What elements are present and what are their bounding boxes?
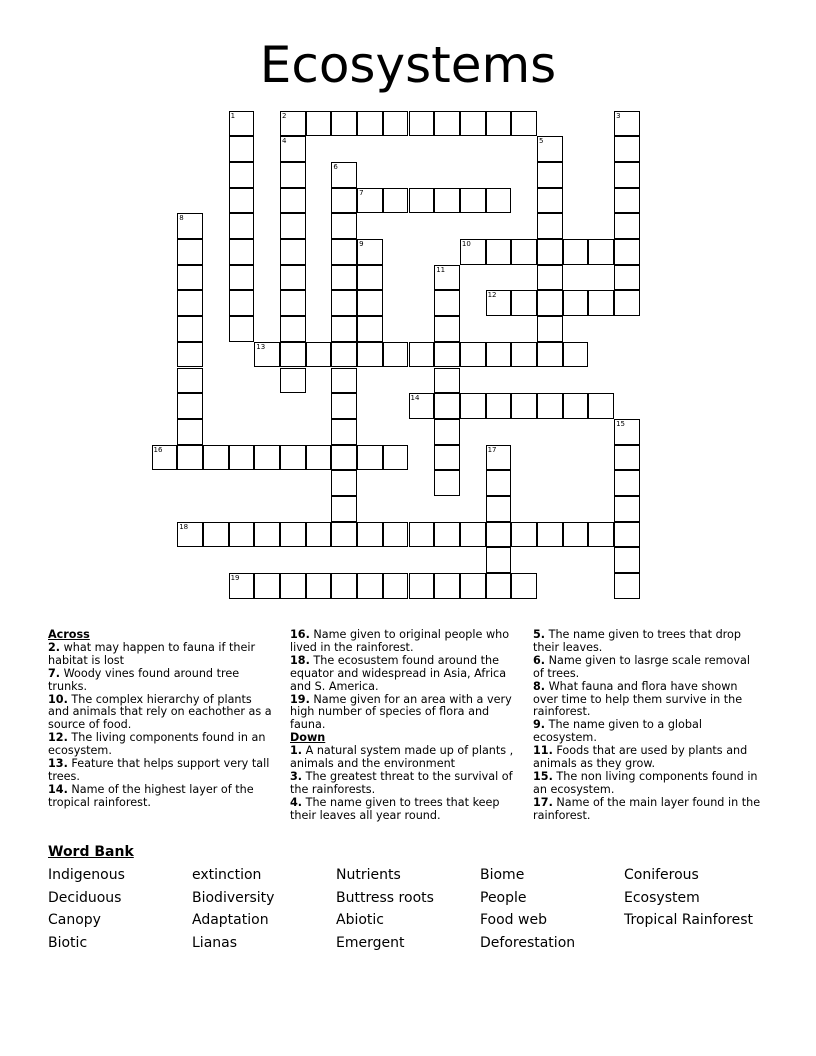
clue-item-text: what may happen to fauna if their habitat is lost [48,640,256,667]
grid-cell[interactable] [177,445,203,471]
clue-number: 15 [616,419,626,428]
grid-cell[interactable] [486,393,512,419]
word-bank-item: Coniferous [624,867,699,883]
clue-item-text: The name given to trees that keep their leaves all year round. [290,795,500,822]
grid-cell[interactable] [280,522,306,548]
grid-cell[interactable] [614,213,640,239]
grid-cell[interactable] [434,368,460,394]
word-bank-item: Deforestation [480,935,576,952]
grid-cell[interactable] [357,316,383,342]
grid-cell[interactable] [537,393,563,419]
clue-heading: Down [290,731,326,745]
clue-number: 11 [436,265,446,274]
grid-cell[interactable] [229,162,255,188]
grid-cell[interactable] [614,522,640,548]
grid-cell[interactable] [460,188,486,214]
grid-cell[interactable] [229,111,255,137]
grid-cell[interactable] [357,290,383,316]
grid-cell[interactable] [331,419,357,445]
clue-number: 16 [153,445,163,454]
grid-cell[interactable] [434,445,460,471]
grid-cell[interactable] [331,368,357,394]
word-bank-item: Indigenous [48,867,125,883]
grid-cell[interactable] [614,419,640,445]
grid-cell[interactable] [614,265,640,291]
grid-cell[interactable] [331,496,357,522]
clue-number: 9 [359,240,364,248]
clue-item-number: 12. [48,731,68,745]
clue-item-number: 16. [290,628,310,641]
clue-item-number: 9. [533,718,546,732]
grid-cell[interactable] [460,239,486,265]
grid-cell[interactable] [306,522,332,548]
grid-cell[interactable] [486,547,512,573]
grid-cell[interactable] [614,290,640,316]
grid-cell[interactable] [331,162,357,188]
clue-number: 10 [461,240,471,248]
clue-item-number: 8. [533,679,546,693]
grid-cell[interactable] [460,522,486,548]
grid-cell[interactable] [460,393,486,419]
grid-cell[interactable] [177,265,203,291]
grid-cell[interactable] [409,188,435,214]
grid-cell[interactable] [434,316,460,342]
grid-cell[interactable] [563,342,589,368]
clue-item-text: Foods that are used by plants and animals as they grow. [533,744,748,771]
grid-cell[interactable] [434,522,460,548]
grid-cell[interactable] [280,290,306,316]
word-bank-item: Biotic [48,935,88,952]
clue-item [533,745,761,771]
grid-cell[interactable] [434,470,460,496]
word-bank-item: Tropical Rainforest [624,912,754,929]
clue-heading: Across [48,628,90,641]
grid-cell[interactable] [383,342,409,368]
grid-cell[interactable] [383,573,409,599]
grid-cell[interactable] [280,188,306,214]
grid-cell[interactable] [511,573,537,599]
grid-cell[interactable] [280,111,306,137]
grid-cell[interactable] [614,136,640,162]
grid-cell[interactable] [331,111,357,137]
word-bank-item: extinction [192,867,262,883]
grid-cell[interactable] [280,445,306,471]
grid-cell[interactable] [486,522,512,548]
grid-cell[interactable] [306,445,332,471]
grid-cell[interactable] [563,239,589,265]
clue-number: 18 [179,522,189,531]
grid-cell[interactable] [614,111,640,137]
clue-number: 1 [230,111,236,120]
grid-cell[interactable] [331,342,357,368]
grid-cell[interactable] [614,162,640,188]
grid-cell[interactable] [614,573,640,599]
grid-cell[interactable] [434,290,460,316]
grid-cell[interactable] [614,470,640,496]
word-bank-item: People [480,889,527,906]
word-bank-item: Biodiversity [192,889,275,906]
grid-cell[interactable] [357,445,383,471]
grid-cell[interactable] [177,342,203,368]
grid-cell[interactable] [460,111,486,137]
grid-cell[interactable] [280,136,306,162]
clue-item [290,797,518,823]
grid-cell[interactable] [254,573,280,599]
word-bank-item: Ecosystem [624,889,700,906]
grid-cell[interactable] [409,111,435,137]
grid-cell[interactable] [357,342,383,368]
grid-cell[interactable] [280,213,306,239]
grid-cell[interactable] [306,111,332,137]
clue-item [533,797,761,823]
word-bank-item: Canopy [48,912,101,929]
clue-item-text: Name given for an area with a very high number of species of flora and fauna. [290,692,512,732]
grid-cell[interactable] [614,239,640,265]
grid-cell[interactable] [229,136,255,162]
clue-item [290,655,518,694]
grid-cell[interactable] [588,239,614,265]
grid-cell[interactable] [486,188,512,214]
page-title: Ecosystems [259,36,557,94]
grid-cell[interactable] [280,342,306,368]
grid-cell[interactable] [537,316,563,342]
word-bank-item: Nutrients [336,867,401,883]
clue-number: 5 [539,137,544,146]
grid-cell[interactable] [331,445,357,471]
grid-cell[interactable] [588,522,614,548]
grid-cell[interactable] [383,188,409,214]
clue-item-text: Woody vines found around tree trunks. [48,666,240,693]
word-bank-item: Food web [480,912,547,929]
grid-cell[interactable] [357,265,383,291]
grid-cell[interactable] [331,265,357,291]
grid-cell[interactable] [280,265,306,291]
grid-cell[interactable] [280,239,306,265]
grid-cell[interactable] [434,573,460,599]
grid-cell[interactable] [229,265,255,291]
clue-item-text: Name of the main layer found in the rainforest. [533,795,761,822]
grid-cell[interactable] [434,188,460,214]
clue-number: 17 [487,445,497,454]
grid-cell[interactable] [177,419,203,445]
grid-cell[interactable] [563,290,589,316]
clue-item-text: Feature that helps support very tall trees. [48,757,270,783]
clue-item [533,655,761,681]
clue-number: 12 [487,291,497,300]
grid-cell[interactable] [486,470,512,496]
clue-item [533,719,761,745]
grid-cell[interactable] [306,573,332,599]
grid-cell[interactable] [280,573,306,599]
clue-number: 6 [333,162,338,171]
clue-item-text: The greatest threat to the survival of the rainforests. [290,769,513,796]
clue-column-2 [290,629,518,823]
grid-cell[interactable] [280,162,306,188]
clue-item-number: 11. [533,744,553,758]
grid-cell[interactable] [434,419,460,445]
grid-cell[interactable] [331,316,357,342]
clue-item-number: 2. [48,640,61,654]
grid-cell[interactable] [229,316,255,342]
clue-number: 8 [179,214,184,223]
clue-item [48,732,276,758]
grid-cell[interactable] [203,522,229,548]
clue-item [533,629,761,655]
clue-number: 7 [359,188,364,197]
grid-cell[interactable] [537,239,563,265]
grid-cell[interactable] [434,393,460,419]
word-bank-item: Adaptation [192,912,269,929]
grid-cell[interactable] [511,290,537,316]
clue-item [290,771,518,797]
grid-cell[interactable] [460,342,486,368]
word-bank-item: Emergent [336,935,405,952]
grid-cell[interactable] [331,239,357,265]
grid-cell[interactable] [229,290,255,316]
clue-item-number: 13. [48,757,68,771]
grid-cell[interactable] [177,239,203,265]
grid-cell[interactable] [383,111,409,137]
grid-cell[interactable] [537,136,563,162]
word-bank-item: Biome [480,867,525,883]
grid-cell[interactable] [229,522,255,548]
grid-cell[interactable] [486,445,512,471]
clue-item [533,681,761,720]
clue-item-number: 17. [533,795,553,809]
grid-cell[interactable] [614,445,640,471]
grid-cell[interactable] [254,445,280,471]
grid-cell[interactable] [614,188,640,214]
grid-cell[interactable] [434,342,460,368]
clue-number: 3 [616,111,621,120]
grid-cell[interactable] [331,290,357,316]
clue-item [48,642,276,668]
clue-item-text: The non living components found in an ecosystem. [533,769,758,796]
clue-item-number: 7. [48,666,61,680]
grid-cell[interactable] [357,573,383,599]
grid-cell[interactable] [331,188,357,214]
grid-cell[interactable] [280,368,306,394]
clue-item-text: The living components found in an ecosystem. [48,731,266,758]
grid-cell[interactable] [177,393,203,419]
grid-cell[interactable] [331,470,357,496]
word-bank-item: Deciduous [48,889,122,906]
grid-cell[interactable] [229,573,255,599]
grid-cell[interactable] [486,573,512,599]
clue-item [48,758,276,784]
word-bank-item: Abiotic [336,912,384,929]
grid-cell[interactable] [563,522,589,548]
grid-cell[interactable] [537,162,563,188]
grid-cell[interactable] [331,573,357,599]
grid-cell[interactable] [383,445,409,471]
grid-cell[interactable] [280,316,306,342]
grid-cell[interactable] [614,496,640,522]
grid-cell[interactable] [511,239,537,265]
clue-number: 19 [230,574,240,583]
clue-number: 2 [282,111,287,120]
grid-cell[interactable] [486,342,512,368]
grid-cell[interactable] [152,445,178,471]
word-bank-title: Word Bank [48,844,134,860]
grid-cell[interactable] [331,213,357,239]
clue-item [48,694,276,733]
grid-cell[interactable] [486,239,512,265]
grid-cell[interactable] [537,265,563,291]
clue-item-number: 4. [290,795,303,809]
clue-item [290,629,518,655]
grid-cell[interactable] [177,522,203,548]
clue-item-text: The complex hierarchy of plants and animals that rely on eachother as a source of food. [48,692,272,732]
grid-cell[interactable] [537,188,563,214]
clue-item [290,745,518,771]
clue-item-text: The name given to a global ecosystem. [533,718,702,745]
grid-cell[interactable] [486,290,512,316]
clue-column-3 [533,629,761,823]
grid-cell[interactable] [331,393,357,419]
grid-cell[interactable] [588,393,614,419]
grid-cell[interactable] [460,573,486,599]
grid-cell[interactable] [486,111,512,137]
grid-cell[interactable] [409,573,435,599]
grid-cell[interactable] [614,547,640,573]
grid-cell[interactable] [537,213,563,239]
clue-item-number: 1. [290,744,303,758]
grid-cell[interactable] [563,393,589,419]
grid-cell[interactable] [331,522,357,548]
grid-cell[interactable] [537,522,563,548]
grid-cell[interactable] [588,290,614,316]
word-bank-item: Lianas [192,935,238,952]
grid-cell[interactable] [254,522,280,548]
grid-cell[interactable] [177,290,203,316]
clue-item-text: A natural system made up of plants , animals and the environment [290,744,514,771]
grid-cell[interactable] [409,393,435,419]
clue-item-number: 6. [533,653,546,667]
clue-item-text: Name of the highest layer of the tropical rainforest. [48,782,254,809]
clue-item-text: The name given to trees that drop their leaves. [533,628,741,654]
clue-item-text: The ecosustem found around the equator and widespread in Asia, Africa and S. America. [290,653,507,693]
grid-cell[interactable] [177,316,203,342]
grid-cell[interactable] [229,445,255,471]
clue-item-number: 14. [48,782,68,796]
grid-cell[interactable] [486,496,512,522]
grid-cell[interactable] [511,111,537,137]
clue-item [290,694,518,733]
clue-item-number: 5. [533,628,546,641]
grid-cell[interactable] [177,213,203,239]
grid-cell[interactable] [229,239,255,265]
clue-item [48,668,276,694]
grid-cell[interactable] [229,188,255,214]
clue-item [48,784,276,810]
grid-cell[interactable] [357,111,383,137]
clue-item-text: Name given to original people who lived in the rainforest. [290,628,510,654]
grid-cell[interactable] [511,342,537,368]
clue-item-number: 18. [290,653,310,667]
grid-cell[interactable] [434,111,460,137]
grid-cell[interactable] [254,342,280,368]
grid-cell[interactable] [511,522,537,548]
clue-item-number: 19. [290,692,310,706]
clue-item-text: Name given to lasrge scale removal of trees. [533,653,751,680]
grid-cell[interactable] [357,239,383,265]
clue-column-1 [48,629,276,810]
grid-cell[interactable] [203,445,229,471]
clue-item-number: 10. [48,692,68,706]
grid-cell[interactable] [409,342,435,368]
grid-cell[interactable] [537,342,563,368]
clue-number: 4 [282,137,287,146]
grid-cell[interactable] [306,342,332,368]
grid-cell[interactable] [434,265,460,291]
grid-cell[interactable] [383,522,409,548]
clue-item [533,771,761,797]
clue-number: 13 [256,342,266,351]
clue-item-number: 3. [290,769,303,783]
grid-cell[interactable] [409,522,435,548]
grid-cell[interactable] [357,522,383,548]
grid-cell[interactable] [537,290,563,316]
clue-item-number: 15. [533,769,553,783]
clue-item-text: What fauna and flora have shown over time to help them survive in the rainforest. [533,679,743,719]
clue-number: 14 [410,394,420,403]
grid-cell[interactable] [229,213,255,239]
word-bank-item: Buttress roots [336,889,434,906]
grid-cell[interactable] [177,368,203,394]
grid-cell[interactable] [511,393,537,419]
grid-cell[interactable] [357,188,383,214]
